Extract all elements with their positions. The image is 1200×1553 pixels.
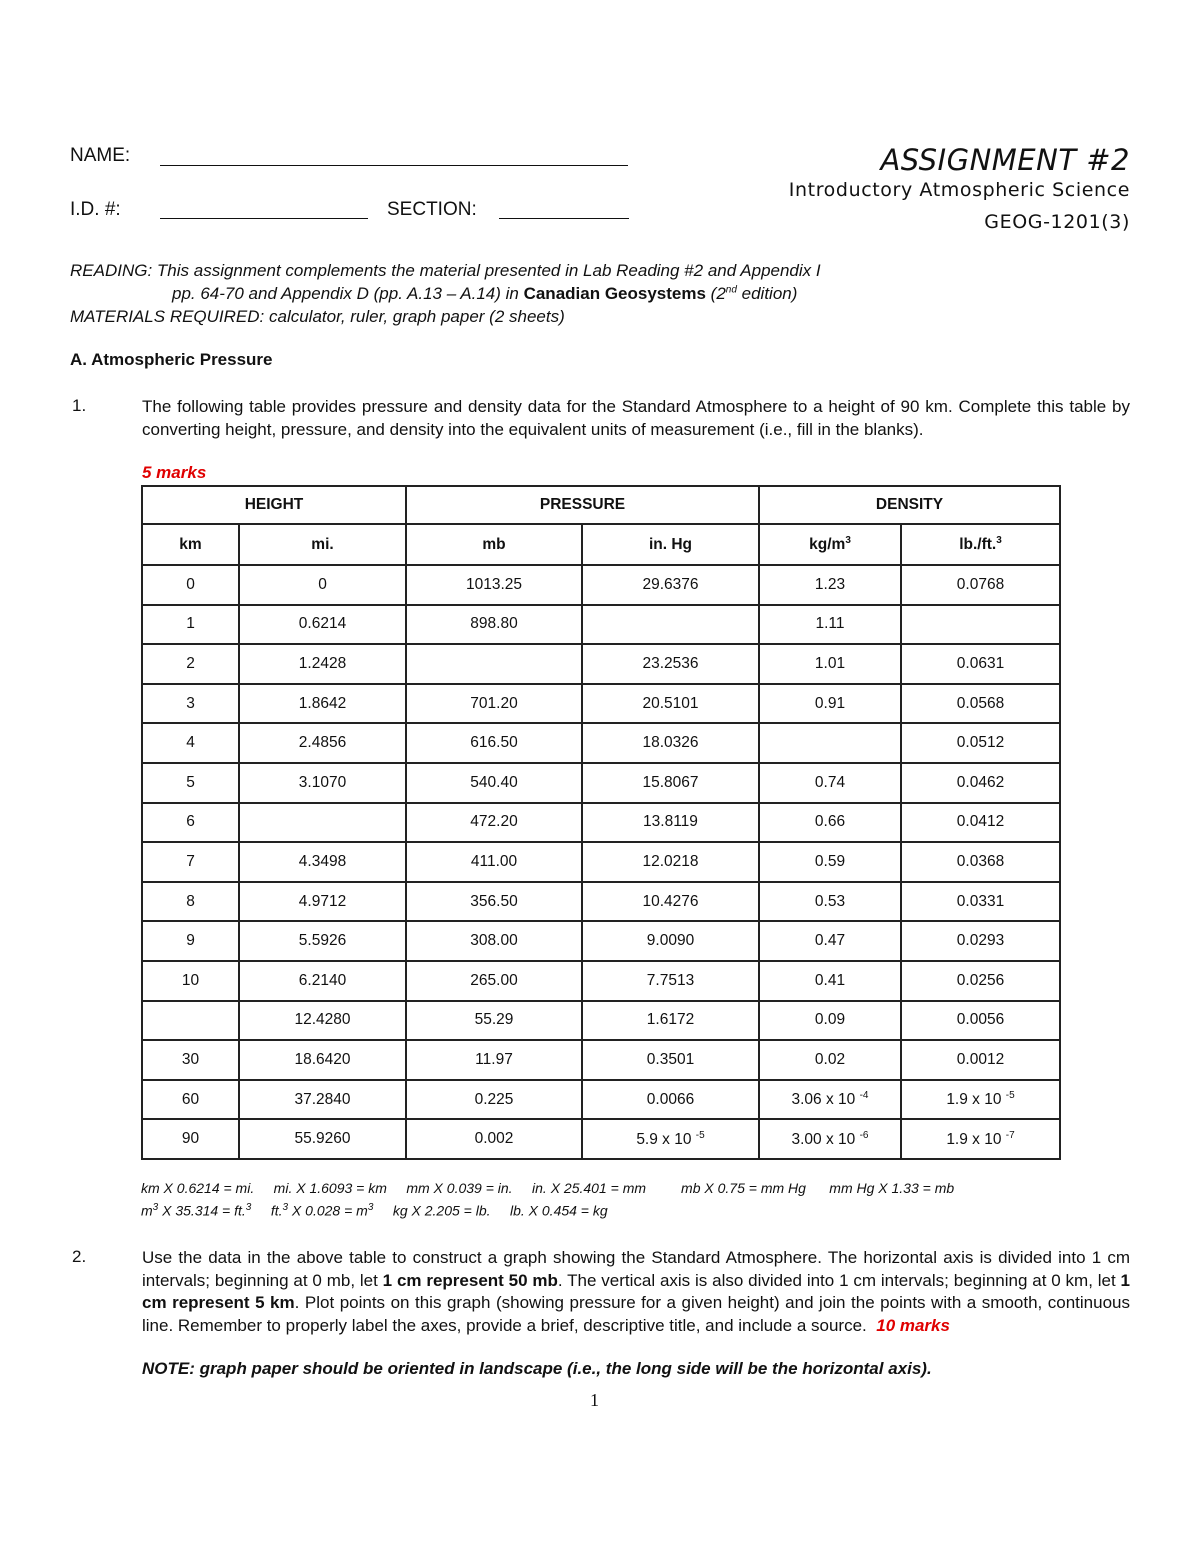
table-cell[interactable]: 898.80 [406,605,582,645]
materials-required: MATERIALS REQUIRED: calculator, ruler, graph paper (2 sheets) [70,307,565,326]
table-row [142,1001,1060,1041]
table-cell[interactable]: 701.20 [406,684,582,724]
table-cell[interactable] [582,605,759,645]
table-cell[interactable]: 5 [142,763,239,803]
table-cell[interactable] [406,644,582,684]
table-cell[interactable]: 12.4280 [239,1001,406,1041]
name-field[interactable] [160,165,628,166]
graph-note: NOTE: graph paper should be oriented in landscape (i.e., the long side will be the horizontal axis). [142,1359,932,1378]
table-cell[interactable]: 8 [142,882,239,922]
table-cell[interactable] [901,605,1060,645]
table-cell[interactable]: 5.9 x 10 $^{-5}$ [582,1119,759,1159]
table-cell[interactable]: 29.6376 [582,565,759,605]
unit-lbft3: lb./ft.$^3$ [901,524,1060,565]
table-row [142,684,1060,724]
id-field[interactable] [160,218,368,219]
table-row [142,644,1060,684]
reading-line-1: READING: This assignment complements the material presented in Lab Reading #2 and Appendix I [70,261,821,280]
table-cell[interactable]: 1 [142,605,239,645]
table-cell[interactable]: 20.5101 [582,684,759,724]
table-cell[interactable]: 18.6420 [239,1040,406,1080]
table-cell[interactable]: 1.2428 [239,644,406,684]
table-cell[interactable]: 3 [142,684,239,724]
conversion-line-1: km X 0.6214 = mi. mi. X 1.6093 = km mm X 0.039 = in. in. X 25.401 = mm mb X 0.75 = mm Hg mm Hg X 1.33 = mb [141,1180,955,1196]
table-cell[interactable]: 0.41 [759,961,901,1001]
table-cell[interactable]: 3.1070 [239,763,406,803]
table-cell[interactable]: 356.50 [406,882,582,922]
table-cell[interactable]: 1.8642 [239,684,406,724]
question-2-text: Use the data in the above table to construct a graph showing the Standard Atmosphere. The horizontal axis is divided into 1 cm intervals; beginning at 0 mb, let 1 cm represent 50 mb. The vertical axis is also divided into 1 cm intervals; beginning at 0 km, let 1 cm represent 5 km. Plot points on this graph (showing pressure for a given height) and join the points with a smooth, continuous line. Remember to properly label the axes, provide a brief, descriptive title, and include a source. 10 marks [142,1248,1131,1335]
height-header: HEIGHT [142,486,406,524]
table-row [142,1080,1060,1120]
reading-line-2: pp. 64-70 and Appendix D (pp. A.13 – A.14) in Canadian Geosystems (2nd edition) [172,284,798,303]
table-cell[interactable]: 0.53 [759,882,901,922]
table-cell[interactable] [759,723,901,763]
table-cell[interactable]: 616.50 [406,723,582,763]
table-cell[interactable]: 1.6172 [582,1001,759,1041]
unit-km: km [142,524,239,565]
table-cell[interactable]: 0.0012 [901,1040,1060,1080]
table-cell[interactable]: 308.00 [406,921,582,961]
table-cell[interactable]: 2 [142,644,239,684]
table-row [142,803,1060,843]
table-cell[interactable]: 0.74 [759,763,901,803]
table-cell[interactable]: 6.2140 [239,961,406,1001]
table-row [142,842,1060,882]
table-cell[interactable]: 1.9 x 10 $^{-7}$ [901,1119,1060,1159]
table-cell[interactable]: 0.0462 [901,763,1060,803]
table-cell[interactable]: 0.002 [406,1119,582,1159]
book-title: Canadian Geosystems [523,284,706,303]
table-cell[interactable]: 0.0331 [901,882,1060,922]
table-cell[interactable]: 18.0326 [582,723,759,763]
table-group-header [142,486,1060,524]
table-cell[interactable]: 90 [142,1119,239,1159]
table-cell[interactable]: 0.0256 [901,961,1060,1001]
table-row [142,1119,1060,1159]
table-cell[interactable]: 0 [142,565,239,605]
course-name: Introductory Atmospheric Science [788,179,1130,201]
conversion-line-2: $m^3$ X 35.314 = ft.$^3$ ft.$^3$ X $0.028 = m^3$ kg X 2.205 = lb. lb. X 0.454 = kg [141,1202,608,1219]
table-cell[interactable]: 55.9260 [239,1119,406,1159]
unit-inhg: in. Hg [582,524,759,565]
table-cell[interactable]: 10 [142,961,239,1001]
table-cell[interactable]: 1.9 x 10 $^{-5}$ [901,1080,1060,1120]
table-cell[interactable]: 1013.25 [406,565,582,605]
table-cell[interactable]: 3.00 x 10 $^{-6}$ [759,1119,901,1159]
table-row [142,961,1060,1001]
unit-kgm3: $kg/m^3$ [759,524,901,565]
table-cell[interactable]: 0.47 [759,921,901,961]
table-row [142,921,1060,961]
table-cell[interactable]: 9 [142,921,239,961]
section-field[interactable] [499,218,629,219]
table-cell[interactable]: 0.0293 [901,921,1060,961]
table-row [142,1040,1060,1080]
table-cell[interactable]: 11.97 [406,1040,582,1080]
table-cell[interactable]: 472.20 [406,803,582,843]
page-number: 1 [590,1390,599,1410]
table-row [142,723,1060,763]
table-cell[interactable]: 4.9712 [239,882,406,922]
table-cell[interactable]: 0.0568 [901,684,1060,724]
table-cell[interactable]: 1.01 [759,644,901,684]
table-cell[interactable]: 37.2840 [239,1080,406,1120]
unit-mb: mb [406,524,582,565]
table-cell[interactable]: 5.5926 [239,921,406,961]
table-cell[interactable]: 0 [239,565,406,605]
question-2-number: 2. [72,1247,87,1266]
unit-mi: mi. [239,524,406,565]
table-cell[interactable]: 10.4276 [582,882,759,922]
table-cell[interactable]: 9.0090 [582,921,759,961]
assignment-title: ASSIGNMENT #2 [880,143,1130,177]
table-unit-header [142,524,1060,565]
table-cell[interactable] [142,1001,239,1041]
table-cell[interactable]: 60 [142,1080,239,1120]
table-cell[interactable]: 265.00 [406,961,582,1001]
table-cell[interactable]: 0.225 [406,1080,582,1120]
table-cell[interactable]: 7 [142,842,239,882]
table-cell[interactable]: 13.8119 [582,803,759,843]
table-cell[interactable]: 0.0056 [901,1001,1060,1041]
table-cell[interactable]: 4 [142,723,239,763]
table-cell[interactable]: 12.0218 [582,842,759,882]
table-cell[interactable]: 23.2536 [582,644,759,684]
question-2-marks: 10 marks [876,1315,950,1335]
table-cell[interactable]: 0.0768 [901,565,1060,605]
table-cell[interactable]: 2.4856 [239,723,406,763]
table-cell[interactable]: 0.6214 [239,605,406,645]
density-header: DENSITY [759,486,1060,524]
table-row [142,605,1060,645]
table-row [142,882,1060,922]
table-cell[interactable]: 0.59 [759,842,901,882]
table-cell[interactable]: 3.06 x 10 $^{-4}$ [759,1080,901,1120]
table-cell[interactable]: 0.0512 [901,723,1060,763]
table-cell[interactable]: 55.29 [406,1001,582,1041]
table-row [142,565,1060,605]
table-cell[interactable]: 0.02 [759,1040,901,1080]
table-row [142,763,1060,803]
question-1-marks: 5 marks [142,463,207,482]
table-cell[interactable]: 30 [142,1040,239,1080]
table-cell[interactable]: 411.00 [406,842,582,882]
table-cell[interactable] [239,803,406,843]
name-label: NAME: [70,145,131,166]
table-cell[interactable]: 0.0368 [901,842,1060,882]
table-cell[interactable]: 0.09 [759,1001,901,1041]
table-cell[interactable]: 15.8067 [582,763,759,803]
table-cell[interactable]: 0.0066 [582,1080,759,1120]
section-a-heading: A. Atmospheric Pressure [70,350,273,369]
table-cell[interactable]: 0.66 [759,803,901,843]
table-cell[interactable]: 1.11 [759,605,901,645]
course-code: GEOG-1201(3) [984,211,1130,233]
question-1-text: The following table provides pressure and density data for the Standard Atmosphere to a height of 90 km. Complete this table by converting height, pressure, and density into the equivalent units of measurement (i.e., fill in the blanks). [142,397,1130,439]
table-cell[interactable]: 7.7513 [582,961,759,1001]
table-cell[interactable]: 4.3498 [239,842,406,882]
table-cell[interactable]: 540.40 [406,763,582,803]
section-label: SECTION: [387,199,477,220]
pressure-header: PRESSURE [406,486,759,524]
id-label: I.D. #: [70,199,121,220]
table-cell[interactable]: 0.0631 [901,644,1060,684]
question-1-number: 1. [72,396,87,415]
table-cell[interactable]: 0.0412 [901,803,1060,843]
standard-atmosphere-table [141,485,1061,1160]
table-cell[interactable]: 1.23 [759,565,901,605]
table-cell[interactable]: 0.91 [759,684,901,724]
table-cell[interactable]: 0.3501 [582,1040,759,1080]
table-cell[interactable]: 6 [142,803,239,843]
